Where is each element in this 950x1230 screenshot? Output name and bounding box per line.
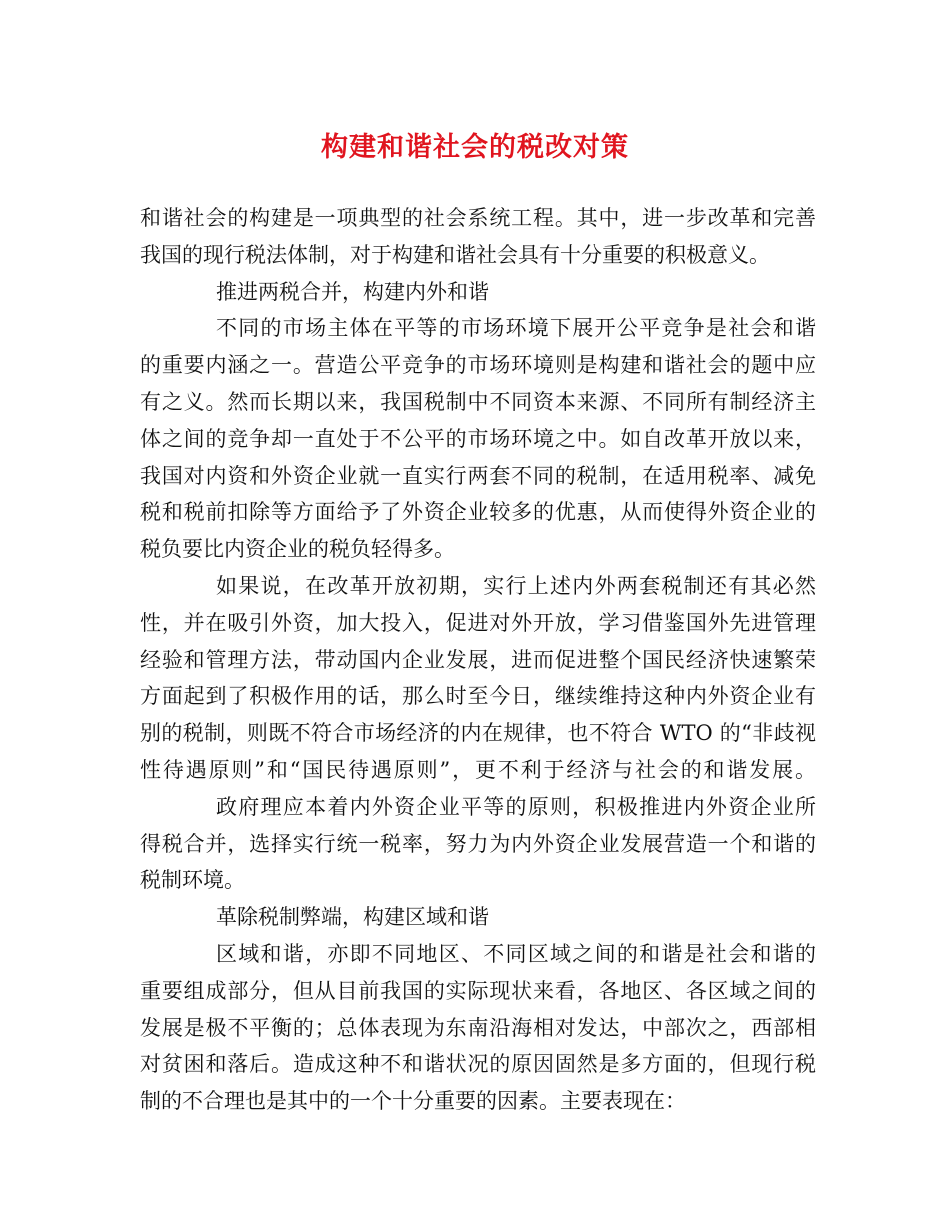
text-line: 推进两税合并，构建内外和谐 bbox=[216, 279, 489, 304]
text-line: 税制环境。 bbox=[140, 868, 245, 893]
text-line: 的重要内涵之一。营造公平竞争的市场环境则是构建和谐社会的题中应 bbox=[140, 353, 816, 378]
text-line: 方面起到了积极作用的话，那么时至今日，继续维持这种内外资企业有 bbox=[140, 684, 816, 709]
text-line: 和谐社会的构建是一项典型的社会系统工程。其中，进一步改革和完善 bbox=[140, 206, 816, 230]
text-line: 性，并在吸引外资，加大投入，促进对外开放，学习借鉴国外先进管理 bbox=[140, 610, 816, 635]
page-title: 构建和谐社会的税改对策 bbox=[321, 132, 629, 163]
text-line: 有之义。然而长期以来，我国税制中不同资本来源、不同所有制经济主 bbox=[140, 389, 816, 414]
text-line: 制的不合理也是其中的一个十分重要的因素。主要表现在： bbox=[140, 1089, 686, 1114]
text-line: 革除税制弊端，构建区域和谐 bbox=[216, 905, 489, 930]
text-line: 我国对内资和外资企业就一直实行两套不同的税制，在适用税率、减免 bbox=[140, 463, 816, 488]
text-line: 别的税制，则既不符合市场经济的内在规律，也不符合 WTO 的“非歧视 bbox=[140, 721, 816, 746]
text-line: 重要组成部分，但从目前我国的实际现状来看，各地区、各区域之间的 bbox=[140, 978, 816, 1003]
text-line: 区域和谐，亦即不同地区、不同区域之间的和谐是社会和谐的 bbox=[216, 941, 816, 966]
text-line: 不同的市场主体在平等的市场环境下展开公平竞争是社会和谐 bbox=[216, 316, 816, 341]
text-line: 税和税前扣除等方面给予了外资企业较多的优惠，从而使得外资企业的 bbox=[140, 500, 816, 525]
text-line: 如果说，在改革开放初期，实行上述内外两套税制还有其必然 bbox=[216, 573, 816, 598]
text-line: 税负要比内资企业的税负轻得多。 bbox=[140, 537, 455, 562]
text-line: 体之间的竞争却一直处于不公平的市场环境之中。如自改革开放以来， bbox=[140, 426, 816, 451]
document-body bbox=[140, 200, 816, 1120]
text-line: 得税合并，选择实行统一税率，努力为内外资企业发展营造一个和谐的 bbox=[140, 831, 816, 856]
text-line: 经验和管理方法，带动国内企业发展，进而促进整个国民经济快速繁荣 bbox=[140, 647, 816, 672]
text-line: 对贫困和落后。造成这种不和谐状况的原因固然是多方面的，但现行税 bbox=[140, 1052, 816, 1077]
text-line: 性待遇原则”和“国民待遇原则”，更不利于经济与社会的和谐发展。 bbox=[140, 757, 816, 782]
text-line: 我国的现行税法体制，对于构建和谐社会具有十分重要的积极意义。 bbox=[140, 242, 770, 267]
text-line: 发展是极不平衡的；总体表现为东南沿海相对发达，中部次之，西部相 bbox=[140, 1015, 816, 1040]
text-line: 政府理应本着内外资企业平等的原则，积极推进内外资企业所 bbox=[216, 794, 816, 819]
